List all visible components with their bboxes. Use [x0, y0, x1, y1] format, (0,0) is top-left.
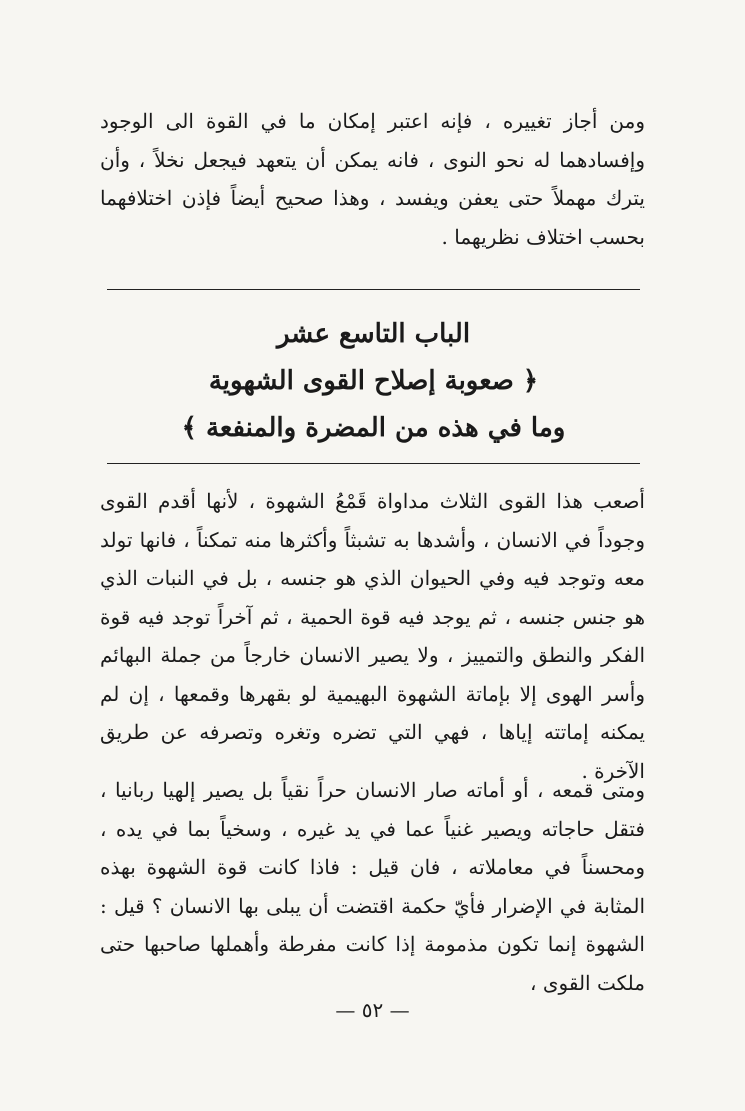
divider-bottom	[107, 463, 640, 464]
chapter-subtitle: وما في هذه من المضرة والمنفعة ﴾	[181, 413, 566, 443]
paragraph-continuation: ومن أجاز تغييره ، فإنه اعتبر إمكان ما في القوة الى الوجود وإفسادهما له نحو النوى ، فانه يمكن أن يتعهد فيجعل نخلاً ، وأن يترك مهملاً حتى يعفن ويفسد ، وهذا صحيح أيضاً فإذن اختلافهما بحسب اختلاف نظريهما .	[100, 109, 645, 249]
page-number: — ٥٢ —	[335, 998, 410, 1022]
chapter-title: ﴿ صعوبة إصلاح القوى الشهوية	[208, 366, 539, 396]
divider-top	[107, 289, 640, 290]
chapter-number: الباب التاسع عشر	[276, 319, 471, 349]
paragraph-body-1: أصعب هذا القوى الثلاث مداواة قَمْعُ الشهوة ، لأنها أقدم القوى وجوداً في الانسان ، وأشدها به تشبثاً وأكثرها منه تمكناً ، فانها تولد معه وتوجد فيه وفي الحيوان الذي هو جنسه ، بل في النبات الذي هو جنس جنسه ، ثم يوجد فيه قوة الحمية ، ثم آخراً توجد فيه قوة الفكر والنطق والتمييز ، ولا يصير الانسان خارجاً من جملة البهائم وأسر الهوى إلا بإماتة الشهوة البهيمية لو بقهرها وقمعها ، إن لم يمكنه إماتته إياها ، فهي التي تضره وتغره وتصرفه عن طريق الآخرة .	[100, 489, 645, 783]
paragraph-body-2: ومتى قمعه ، أو أماته صار الانسان حراً نقياً بل يصير إلهيا ربانيا ، فتقل حاجاته ويصير غنياً عما في يد غيره ، وسخياً بما في يده ، ومحسناً في معاملاته ، فان قيل : فاذا كانت قوة الشهوة بهذه المثابة في الإضرار فأيّ حكمة اقتضت أن يبلى بها الانسان ؟ قيل : الشهوة إنما تكون مذمومة إذا كانت مفرطة وأهملها صاحبها حتى ملكت القوى ،	[100, 778, 645, 995]
